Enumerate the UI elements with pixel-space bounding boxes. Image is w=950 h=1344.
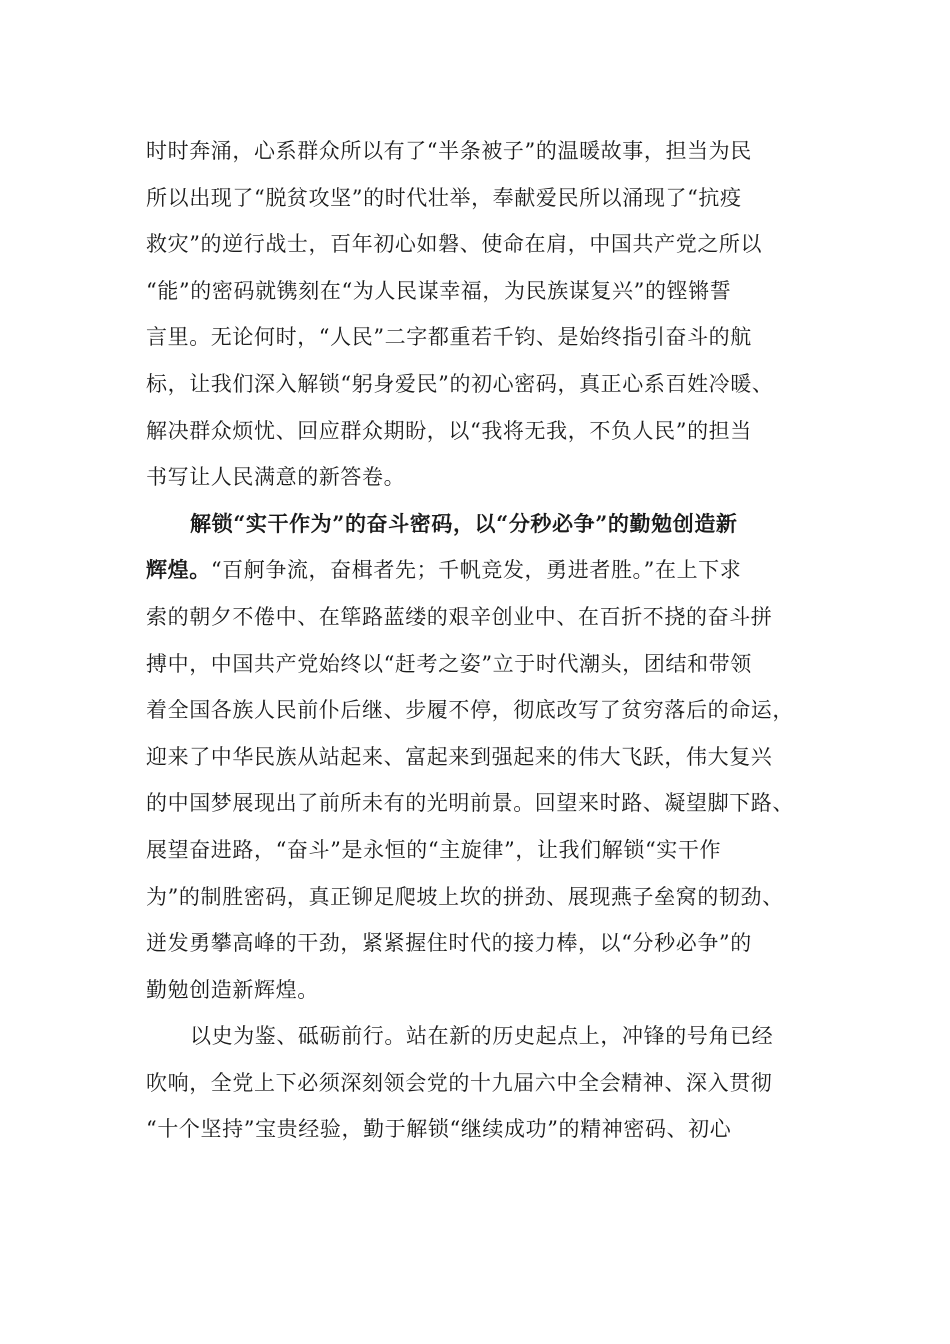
document-body [146, 128, 818, 1153]
text-line: 着全国各族人民前仆后继、步履不停，彻底改写了贫穷落后的命运， [146, 698, 794, 723]
text-line: 时时奔涌，心系群众所以有了“半条被子”的温暖故事，担当为民 [146, 139, 752, 163]
text-line: 搏中，中国共产党始终以“赶考之姿”立于时代潮头，团结和带领 [146, 651, 752, 676]
text-line: 的中国梦展现出了前所未有的光明前景。回望来时路、凝望脚下路、 [146, 791, 794, 816]
text-line: 救灾”的逆行战士，百年初心如磐、使命在肩，中国共产党之所以 [146, 232, 763, 257]
paragraph-people [146, 128, 818, 501]
text-line: 迸发勇攀高峰的干劲，紧紧握住时代的接力棒，以“分秒必争”的 [146, 931, 752, 956]
text-line: 勤勉创造新辉煌。 [146, 977, 319, 1002]
section-heading: 解锁“实干作为”的奋斗密码，以“分秒必争”的勤勉创造新 [190, 510, 738, 536]
text-line: “能”的密码就镌刻在“为人民谋幸福，为民族谋复兴”的铿锵誓 [146, 278, 732, 303]
text-line: 迎来了中华民族从站起来、富起来到强起来的伟大飞跃，伟大复兴 [146, 744, 773, 769]
text-line: 展望奋进路，“奋斗”是永恒的“主旋律”，让我们解锁“实干作 [146, 837, 722, 862]
paragraph-hard-work [146, 501, 818, 1014]
text-line: 标，让我们深入解锁“躬身爱民”的初心密码，真正心系百姓冷暖、 [146, 371, 774, 396]
text-line [146, 547, 818, 594]
text-line: “十个坚持”宝贵经验，勤于解锁“继续成功”的精神密码、初心 [146, 1117, 732, 1142]
text-line: 言里。无论何时，“人民”二字都重若千钧、是始终指引奋斗的航 [146, 325, 752, 350]
text-line: 为”的制胜密码，真正铆足爬坡上坎的拼劲、展现燕子垒窝的韧劲、 [146, 884, 784, 909]
text-line: 解决群众烦忧、回应群众期盼，以“我将无我，不负人民”的担当 [146, 418, 752, 443]
text-line: 索的朝夕不倦中、在筚路蓝缕的艰辛创业中、在百折不挠的奋斗拼 [146, 604, 773, 629]
paragraph-history [146, 1013, 818, 1153]
section-heading-end: 辉煌。 [146, 557, 211, 583]
text-line: 吹响，全党上下必须深刻领会党的十九届六中全会精神、深入贯彻 [146, 1070, 773, 1095]
text-line: 以史为鉴、砥砺前行。站在新的历史起点上，冲锋的号角已经 [190, 1024, 774, 1049]
quote-text: “百舸争流，奋楫者先；千帆竞发，勇进者胜。”在上下求 [210, 558, 742, 583]
text-line: 所以出现了“脱贫攻坚”的时代壮举，奉献爱民所以涌现了“抗疫 [146, 185, 742, 210]
text-line: 书写让人民满意的新答卷。 [146, 465, 406, 490]
